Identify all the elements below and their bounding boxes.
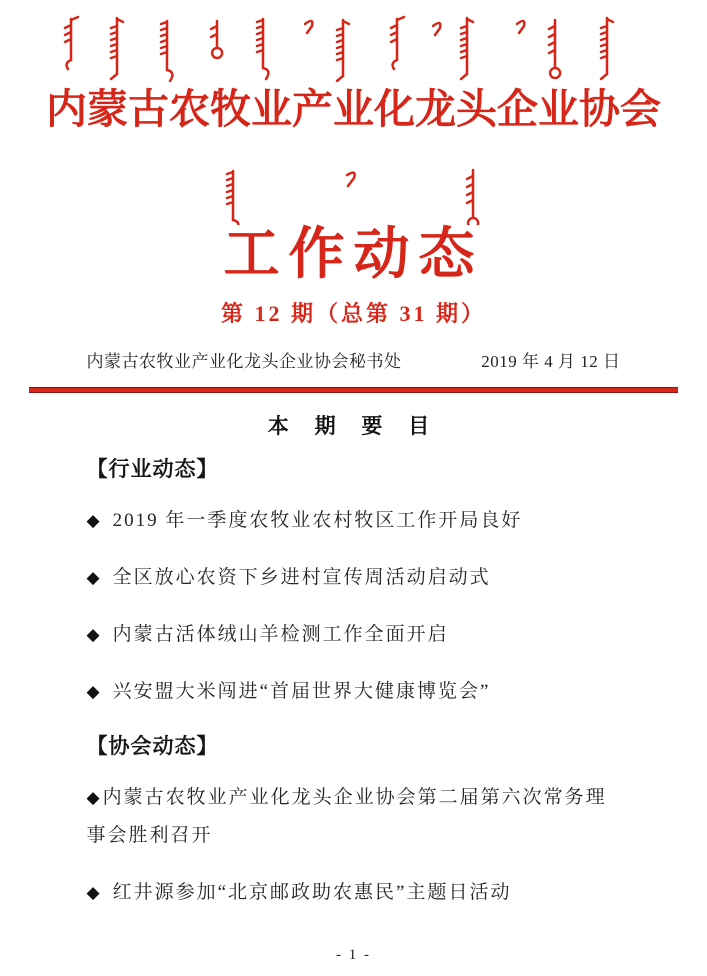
association-name-title: 内蒙古农牧业产业化龙头企业协会 bbox=[46, 86, 661, 132]
toc-item-text: 内蒙古活体绒山羊检测工作全面开启 bbox=[112, 623, 449, 645]
mongolian-script-top-row-icon bbox=[59, 14, 649, 82]
diamond-bullet-icon: ◆ bbox=[86, 681, 102, 701]
toc-item bbox=[87, 559, 621, 597]
toc-item-text: 兴安盟大米闯进“首届世界大健康博览会” bbox=[112, 680, 491, 702]
issue-number: 第 12 期（总第 31 期） bbox=[220, 300, 486, 326]
red-separator-line bbox=[29, 387, 678, 393]
toc-item bbox=[87, 779, 621, 855]
section-title-industry: 【行业动态】 bbox=[86, 457, 219, 481]
toc-item bbox=[87, 874, 621, 912]
bulletin-title: 工作动态 bbox=[223, 222, 484, 286]
issue-date: 2019 年 4 月 12 日 bbox=[481, 351, 621, 371]
issuer-row bbox=[87, 347, 621, 372]
toc-item bbox=[87, 673, 621, 711]
issuer-name: 内蒙古农牧业产业化龙头企业协会秘书处 bbox=[86, 351, 402, 371]
toc-item-text: 内蒙古农牧业产业化龙头企业协会第二届第六次常务理事会胜利召开 bbox=[86, 786, 607, 846]
diamond-bullet-icon: ◆ bbox=[86, 624, 102, 644]
toc-item bbox=[87, 616, 621, 654]
contents-heading: 本 期 要 目 bbox=[267, 414, 440, 438]
diamond-bullet-icon: ◆ bbox=[86, 882, 102, 902]
diamond-bullet-icon: ◆ bbox=[86, 567, 102, 587]
table-of-contents bbox=[87, 453, 621, 912]
diamond-bullet-icon: ◆ bbox=[86, 510, 102, 530]
toc-item bbox=[87, 502, 621, 540]
toc-item-text: 全区放心农资下乡进村宣传周活动启动式 bbox=[112, 566, 491, 588]
toc-item-text: 2019 年一季度农牧业农村牧区工作开局良好 bbox=[112, 509, 523, 531]
masthead bbox=[0, 14, 707, 328]
diamond-bullet-icon: ◆ bbox=[86, 787, 102, 807]
page-number: - 1 - bbox=[336, 947, 371, 963]
mongolian-script-middle-row-icon bbox=[219, 165, 489, 225]
toc-item-text: 红井源参加“北京邮政助农惠民”主题日活动 bbox=[112, 881, 512, 903]
section-title-association: 【协会动态】 bbox=[86, 734, 219, 758]
